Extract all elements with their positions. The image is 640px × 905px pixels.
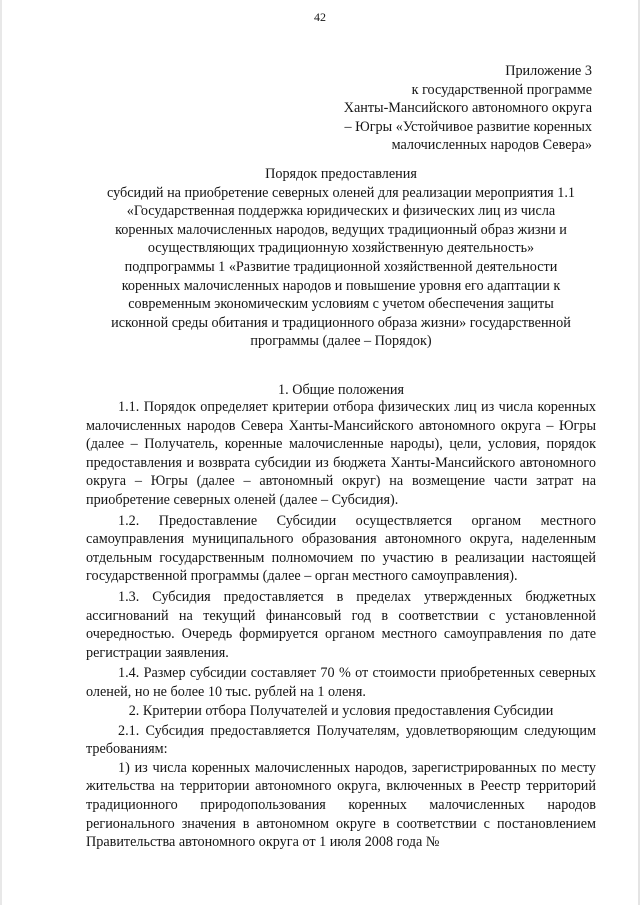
paragraph-2-1-item-1: 1) из числа коренных малочисленных народов, зарегистрированных по месту жительства на территории автономного округа, включенных в Реестр территорий традиционного природопользования коренных малочисленных народов регионального значения в автономном округе в соответствии с постановлением Правительства автономного округа от 1 июля 2008 года №: [86, 759, 596, 851]
paragraph-2-1: 2.1. Субсидия предоставляется Получателям, удовлетворяющим следующим требованиям:: [86, 722, 596, 758]
section-2: [86, 702, 596, 852]
appendix-line: к государственной программе: [411, 81, 592, 98]
appendix-header: [330, 62, 592, 155]
paragraph-1-3: 1.3. Субсидия предоставляется в пределах утвержденных бюджетных ассигнований на текущий финансовый год в соответствии с установленной очередностью. Очередь формируется органом местного самоуправления по дате регистрации заявления.: [86, 588, 596, 661]
section-1-heading: 1. Общие положения: [278, 382, 404, 398]
section-1-body: [86, 398, 596, 702]
title-line: подпрограммы 1 «Развитие традиционной хозяйственной деятельности: [124, 258, 558, 275]
title-line: коренных малочисленных народов и повышение уровня его адаптации к: [121, 277, 561, 294]
scan-left-edge: [0, 0, 2, 905]
page-number: 42: [314, 10, 326, 24]
appendix-line: Приложение 3: [505, 63, 592, 79]
title-line: осуществляющих традиционную хозяйственную деятельность»: [147, 240, 535, 257]
paragraph-1-1: 1.1. Порядок определяет критерии отбора физических лиц из числа коренных малочисленных народов Севера Ханты-Мансийского автономного округа – Югры (далее – Получатель, коренные малочисленные народы), цели, условия, порядок предоставления и возврата субсидии из бюджета Ханты-Мансийского автономного округа – Югры (далее – автономный округ) на возмещение части затрат на приобретение северных оленей (далее – Субсидия).: [86, 399, 596, 508]
document-title: [86, 165, 596, 351]
appendix-line: малочисленных народов Севера»: [391, 137, 592, 154]
section-2-heading: 2. Критерии отбора Получателей и условия предоставления Субсидии: [128, 703, 554, 719]
title-line: исконной среды обитания и традиционного образа жизни» государственной: [111, 314, 571, 331]
title-line: «Государственная поддержка юридических и физических лиц из числа: [126, 203, 556, 220]
appendix-line: – Югры «Устойчивое развитие коренных: [344, 118, 592, 135]
title-line: современным экономическим условиям с учетом обеспечения защиты: [128, 296, 554, 313]
paragraph-1-2: 1.2. Предоставление Субсидии осуществляется органом местного самоуправления муниципального образования автономного округа, наделенным отдельным государственным полномочием по участию в реализации настоящей государственной программы (далее – орган местного самоуправления).: [86, 512, 596, 585]
paragraph-1-4: 1.4. Размер субсидии составляет 70 % от стоимости приобретенных северных оленей, но не более 10 тыс. рублей на 1 оленя.: [86, 665, 596, 700]
title-line: субсидий на приобретение северных оленей для реализации мероприятия 1.1: [107, 184, 575, 201]
title-line: Порядок предоставления: [265, 166, 417, 182]
appendix-line: Ханты-Мансийского автономного округа: [343, 100, 592, 117]
title-line: программы (далее – Порядок): [250, 333, 432, 350]
title-line: коренных малочисленных народов, ведущих традиционный образ жизни и: [115, 221, 567, 238]
